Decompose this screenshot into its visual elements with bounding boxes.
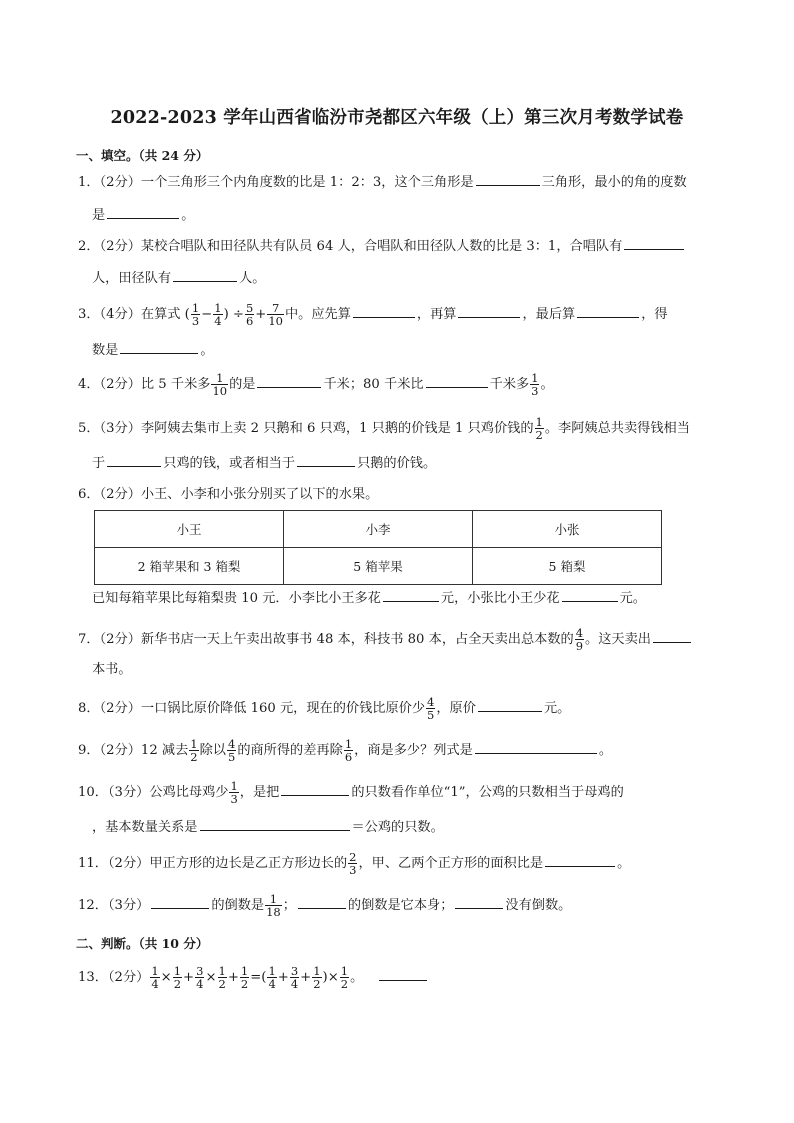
answer-blank[interactable] — [458, 304, 520, 318]
question-5: 5．（3分）李阿姨去集市上卖 2 只鹅和 6 只鸡，1 只鹅的价钱是 1 只鸡价钱的 $\frac{1}{2}$ 。李阿姨总共卖得钱相当 — [78, 415, 690, 442]
answer-blank[interactable] — [379, 967, 427, 981]
answer-blank[interactable] — [353, 304, 415, 318]
question-11: 11．（2分）甲正方形的边长是乙正方形边长的 $\frac{2}{3}$ ，甲、乙两个正方形的面积比是 。 — [78, 850, 631, 877]
fraction: $\frac{1}{3}$ — [531, 371, 539, 398]
fraction: $\frac{1}{2}$ — [313, 964, 321, 991]
question-13: 13．（2分） $\frac{1}{4}$ × $\frac{1}{2}$ + $\frac{3}{4}$ × $\frac{1}{2}$ + $\frac{1}{2}$ =( $\frac{1}{4}$ + $\frac{3}{4}$ + $\frac{1}{2}$ )× $\frac{1}{2}$ 。 — [78, 965, 429, 990]
answer-blank[interactable] — [383, 588, 439, 602]
answer-blank[interactable] — [455, 895, 503, 909]
question-8: 8．（2分）一口锅比原价降低 160 元，现在的价钱比原价少 $\frac{4}{5}$ ，原价 元。 — [78, 695, 571, 722]
answer-blank[interactable] — [200, 817, 350, 831]
answer-blank[interactable] — [281, 782, 349, 796]
question-1: 1．（2分）一个三角形三个内角度数的比是 1：2：3，这个三角形是 三角形，最小的角的度数 — [78, 172, 687, 193]
fraction: $\frac{1}{2}$ — [340, 964, 349, 991]
fraction: $\frac{1}{18}$ — [266, 892, 281, 919]
table-cell: 5 箱梨 — [473, 548, 662, 585]
section-heading-fill-in: 一、填空。（共 24 分） — [76, 148, 209, 163]
answer-blank[interactable] — [426, 374, 488, 388]
question-7: 7．（2分）新华书店一天上午卖出故事书 48 本，科技书 80 本，占全天卖出总本数的 $\frac{4}{9}$ 。这天卖出 — [78, 627, 693, 652]
fraction: $\frac{1}{4}$ — [268, 964, 276, 991]
fraction: $\frac{1}{2}$ — [173, 964, 182, 991]
answer-blank[interactable] — [545, 853, 615, 867]
fraction: $\frac{1}{2}$ — [240, 964, 249, 991]
answer-blank[interactable] — [478, 698, 542, 712]
fraction: $\frac{1}{10}$ — [212, 371, 228, 398]
answer-blank[interactable] — [624, 236, 684, 250]
fraction: $\frac{4}{5}$ — [427, 695, 435, 722]
fraction: $\frac{1}{4}$ — [214, 301, 222, 328]
answer-blank[interactable] — [151, 895, 209, 909]
question-3-cont: 数是 。 — [92, 340, 214, 361]
fraction: $\frac{3}{4}$ — [196, 964, 204, 991]
answer-blank[interactable] — [107, 205, 179, 219]
answer-blank[interactable] — [173, 268, 237, 282]
question-3: 3．（4分）在算式 ( $\frac{1}{3}$ − $\frac{1}{4}$ ) ÷ $\frac{5}{6}$ + $\frac{7}{10}$ 中。应先算 ，再算 ，最后算 ，得 — [78, 301, 668, 328]
fraction: $\frac{1}{3}$ — [230, 779, 238, 806]
answer-blank[interactable] — [297, 453, 355, 467]
fraction: $\frac{1}{2}$ — [190, 737, 198, 764]
answer-blank[interactable] — [120, 340, 198, 354]
answer-blank[interactable] — [298, 895, 346, 909]
table-header-row — [95, 511, 662, 548]
answer-blank[interactable] — [107, 453, 161, 467]
question-10: 10．（3分）公鸡比母鸡少 $\frac{1}{3}$ ，是把 的只数看作单位“1”，公鸡的只数相当于母鸡的 — [78, 779, 624, 806]
answer-blank[interactable] — [577, 304, 639, 318]
table-header-cell: 小王 — [95, 511, 284, 548]
fraction: $\frac{1}{6}$ — [344, 737, 353, 764]
answer-blank[interactable] — [653, 629, 691, 643]
fraction: $\frac{1}{3}$ — [191, 301, 200, 328]
question-12: 12．（3分） 的倒数是 $\frac{1}{18}$ ； 的倒数是它本身； 没有倒数。 — [78, 892, 572, 919]
answer-blank[interactable] — [257, 374, 321, 388]
answer-blank[interactable] — [475, 740, 597, 754]
fraction: $\frac{1}{2}$ — [218, 964, 226, 991]
fraction: $\frac{2}{3}$ — [349, 850, 357, 877]
fraction: $\frac{1}{4}$ — [151, 964, 159, 991]
fraction: $\frac{5}{6}$ — [245, 301, 254, 328]
question-9: 9．（2分）12 减去 $\frac{1}{2}$ 除以 $\frac{4}{5}$ 的商所得的差再除 $\frac{1}{6}$ ，商是多少？列式是 。 — [78, 737, 613, 764]
table-header-cell: 小张 — [473, 511, 662, 548]
fruit-table — [94, 510, 662, 585]
question-1-cont: 是 。 — [92, 205, 194, 226]
question-5-cont: 于 只鸡的钱，或者相当于 只鹅的价钱。 — [92, 453, 436, 474]
question-2-cont: 人，田径队有 人。 — [92, 268, 266, 289]
answer-blank[interactable] — [476, 172, 540, 186]
fraction: $\frac{1}{2}$ — [535, 415, 543, 442]
question-7-cont: 本书。 — [92, 662, 132, 677]
fraction: $\frac{3}{4}$ — [290, 964, 299, 991]
fraction: $\frac{4}{5}$ — [227, 737, 236, 764]
table-cell: 2 箱苹果和 3 箱梨 — [95, 548, 284, 585]
question-10-cont: ，基本数量关系是 ＝公鸡的只数。 — [92, 817, 444, 838]
section-heading-judge: 二、判断。（共 10 分） — [76, 936, 209, 951]
question-6-cont: 已知每箱苹果比每箱梨贵 10 元．小李比小王多花 元，小张比小王少花 元。 — [92, 588, 646, 609]
answer-blank[interactable] — [562, 588, 618, 602]
table-row — [95, 548, 662, 585]
table-header-cell: 小李 — [284, 511, 473, 548]
question-2: 2．（2分）某校合唱队和田径队共有队员 64 人，合唱队和田径队人数的比是 3：1，合唱队有 — [78, 236, 686, 257]
question-4: 4．（2分）比 5 千米多 $\frac{1}{10}$ 的是 千米；80 千米比 千米多 $\frac{1}{3}$ 。 — [78, 371, 554, 398]
table-cell: 5 箱苹果 — [284, 548, 473, 585]
fraction: $\frac{7}{10}$ — [268, 301, 283, 328]
question-6: 6．（2分）小王、小李和小张分别买了以下的水果。 — [78, 487, 379, 502]
page-title: 2022-2023 学年山西省临汾市尧都区六年级（上）第三次月考数学试卷 — [110, 108, 684, 128]
fraction: $\frac{4}{9}$ — [575, 626, 584, 653]
